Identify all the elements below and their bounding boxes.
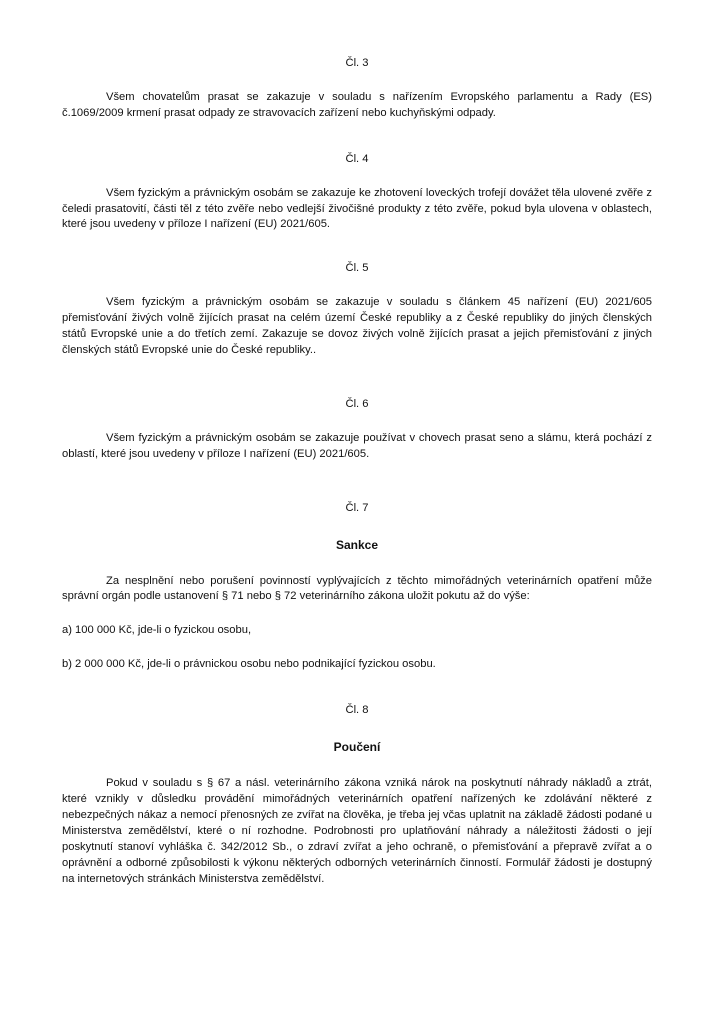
spacer xyxy=(62,72,652,90)
article-3-paragraph: Všem chovatelům prasat se zakazuje v souladu s nařízením Evropského parlamentu a Rady (ES) č.1069/2009 krmení prasat odpady ze stravovacích zařízení nebo kuchyňskými odpady. xyxy=(62,90,652,119)
sanction-item-b: b) 2 000 000 Kč, jde-li o právnickou osobu nebo podnikající fyzickou osobu. xyxy=(62,658,436,671)
spacer xyxy=(62,122,652,152)
article-7-heading: Čl. 7 xyxy=(345,501,369,514)
spacer xyxy=(62,168,652,186)
document-body xyxy=(62,56,652,887)
spacer xyxy=(62,639,652,657)
article-3-heading: Čl. 3 xyxy=(345,57,369,69)
spacer xyxy=(62,554,652,574)
sanction-item-a: a) 100 000 Kč, jde-li o fyzickou osobu, xyxy=(62,624,252,637)
instruction-title: Poučení xyxy=(333,740,381,755)
spacer xyxy=(62,517,652,537)
article-8-paragraph: Pokud v souladu s § 67 a násl. veterinárního zákona vzniká nárok na poskytnutí náhrady nákladů a ztrát, které vznikly v důsledku provádění mimořádných veterinárních opatření nařízených ke zdolávání některé z nebezpečných nákaz a nemocí přenosných ze zvířat na člověka, je třeba jej včas uplatnit na základě žádosti podané u Ministerstva zemědělství, které o ní rozhodne. Podrobnosti pro uplatňování náhrady a náležitosti žádosti o její poskytnutí stanoví vyhláška č. 342/2012 Sb., o zdraví zvířat a jeho ochraně, o přemisťování a přepravě zvířat a o oprávnění a odborné způsobilosti k výkonu některých odborných veterinárních činností. Formulář žádosti je dostupný na internetových stránkách Ministerstva zemědělství. xyxy=(62,777,652,885)
article-5-heading: Čl. 5 xyxy=(345,262,369,275)
article-4-paragraph: Všem fyzickým a právnickým osobám se zakazuje ke zhotovení loveckých trofejí dovážet těla ulovené zvěře z čeledi prasatovití, části těl z této zvěře nebo vedlejší živočišné produkty z této zvěře, pokud byla ulovena v oblastech, které jsou uvedeny v příloze I nařízení (EU) 2021/605. xyxy=(62,186,652,231)
spacer xyxy=(62,233,652,261)
article-4-heading: Čl. 4 xyxy=(345,152,369,165)
spacer xyxy=(62,756,652,776)
spacer xyxy=(62,719,652,739)
article-5-paragraph: Všem fyzickým a právnickým osobám se zakazuje v souladu s článkem 45 nařízení (EU) 2021/605 přemisťování živých volně žijících prasat na celém území České republiky a z České republiky do jiných členských států Evropské unie a do třetích zemí. Zakazuje se dovoz živých volně žijících prasat a jejich přemisťování z jiných členských států Evropské unie do České republiky.. xyxy=(62,296,652,356)
article-6-heading: Čl. 6 xyxy=(345,397,369,410)
sanctions-title: Sankce xyxy=(335,537,379,552)
article-8-heading: Čl. 8 xyxy=(345,704,369,717)
article-6-paragraph: Všem fyzickým a právnickým osobám se zakazuje používat v chovech prasat seno a slámu, která pochází z oblastí, které jsou uvedeny v příloze I nařízení (EU) 2021/605. xyxy=(62,431,652,460)
spacer xyxy=(62,277,652,295)
spacer xyxy=(62,359,652,397)
spacer xyxy=(62,673,652,703)
spacer xyxy=(62,413,652,431)
spacer xyxy=(62,463,652,501)
spacer xyxy=(62,605,652,623)
article-7-paragraph: Za nesplnění nebo porušení povinností vyplývajících z těchto mimořádných veterinárních opatření může správní orgán podle ustanovení § 71 nebo § 72 veterinárního zákona uložit pokutu až do výše: xyxy=(62,574,652,603)
